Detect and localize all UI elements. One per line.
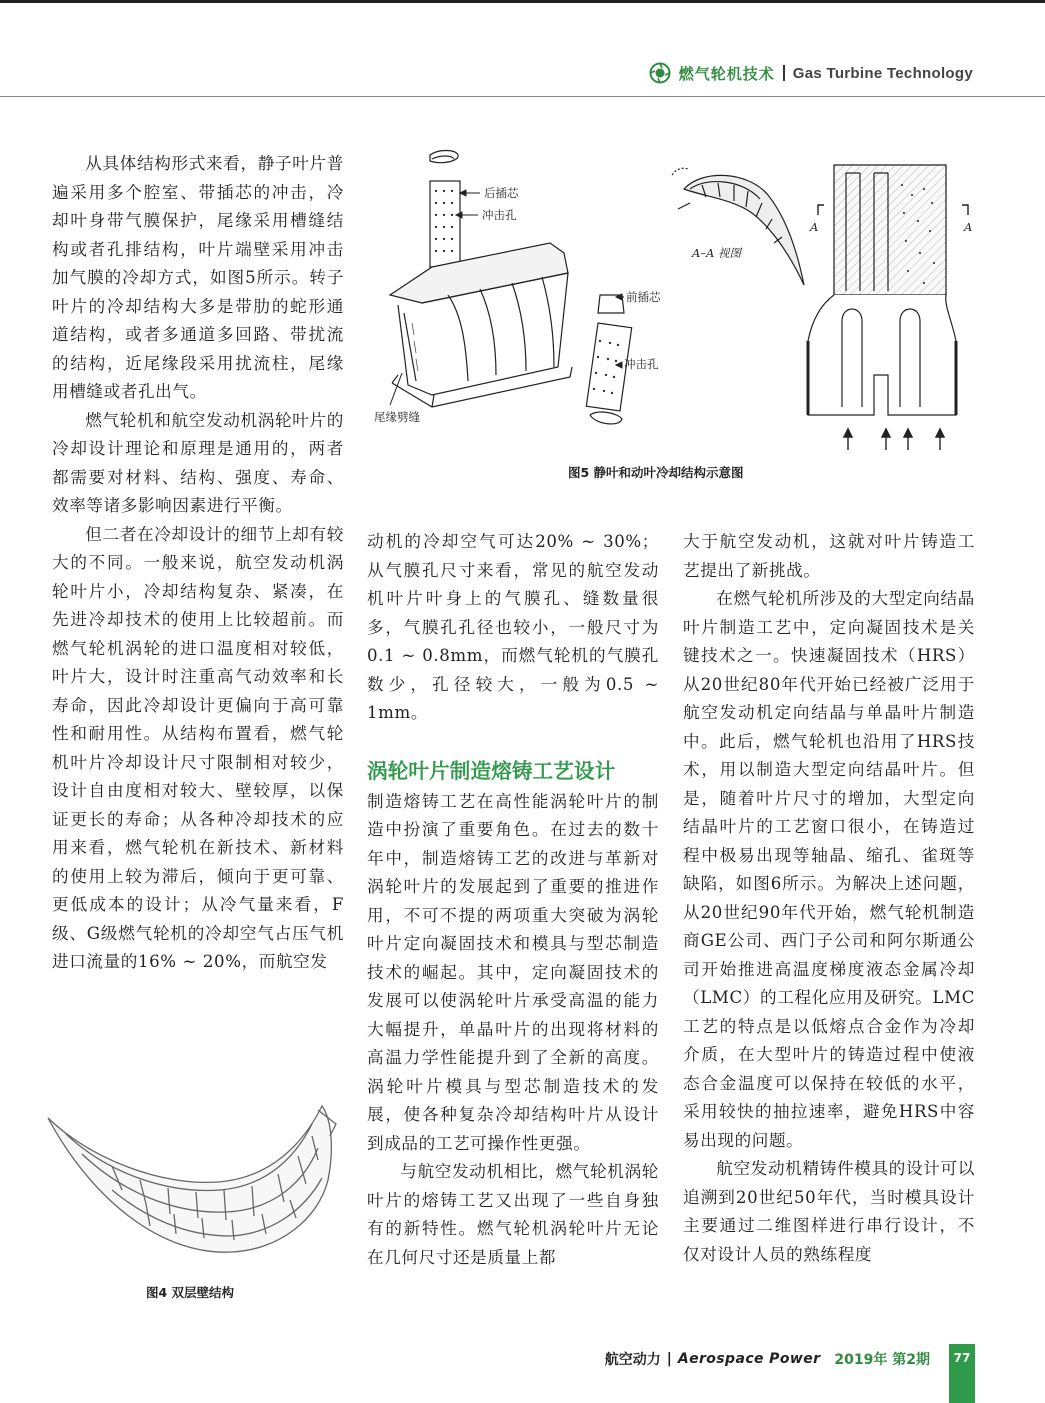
paragraph: 制造熔铸工艺在高性能涡轮叶片的制造中扮演了重要角色。在过去的数十年中，制造熔铸工艺的改进与革新对涡轮叶片的发展起到了重要的推进作用，不可不提的两项重大突破为涡轮叶片定向凝固技术和模具与型芯制造技术的崛起。其中，定向凝固技术的发展可以使涡轮叶片承受高温的能力大幅提升，单晶叶片的出现将材料的高温力学性能提升到了全新的高度。涡轮叶片模具与型芯制造技术的发展，使各种复杂冷却结构叶片从设计到成品的工艺可操作性更强。 [367,791,659,1153]
column-1 [52,150,344,977]
footer-journal-en: Aerospace Power [677,1351,821,1367]
paragraph: 但二者在冷却设计的细节上却有较大的不同。一般来说，航空发动机涡轮叶片小，冷却结构复杂、紧凑，在先进冷却技术的使用上比较超前。而燃气轮机涡轮的进口温度相对较低，叶片大，设计时注重高气动效率和长寿命，因此冷却设计更偏向于高可靠性和耐用性。从结构布置看，燃气轮机叶片冷却设计尺寸限制相对较少，设计自由度相对较大、壁较厚，以保证更长的寿命；从各种冷却技术的应用来看，燃气轮机在新技术、新材料的使用上较为滞后，倾向于更可靠、更低成本的设计；从冷气量来看，F级、G级燃气轮机的冷却空气占压气机进口流量的16% ~ 20%，而航空发 [52,524,344,971]
paragraph: 航空发动机精铸件模具的设计可以追溯到20世纪50年代，当时模具设计主要通过二维图样进行串行设计，不仅对设计人员的熟练程度 [683,1159,975,1264]
section-heading: 涡轮叶片制造熔铸工艺设计 [367,758,616,783]
running-footer [605,1349,970,1369]
label-rear-insert: 后插芯 [484,186,519,200]
footer-separator: | [666,1351,672,1367]
label-impingement-hole: 冲击孔 [482,208,517,222]
figure-4-caption: 图4 双层壁结构 [146,1285,235,1300]
label-trailing-slot: 尾缘劈缝 [374,410,420,424]
header-rule [0,96,1045,97]
journal-logo-icon [649,62,671,84]
paragraph: 动机的冷却空气可达20% ~ 30%；从气膜孔尺寸来看，常见的航空发动机叶片叶身上的气膜孔、缝数量很多，气膜孔孔径也较小，一般尺寸为0.1 ~ 0.8mm，而燃气轮机的气膜孔数少，孔径较大，一般为0.5 ~ 1mm。 [367,532,659,722]
page-number: 77 [949,1344,975,1403]
journal-title-cn: 燃气轮机技术 [678,64,775,83]
header-separator [783,65,785,81]
paragraph: 燃气轮机和航空发动机涡轮叶片的冷却设计理论和原理是通用的，两者都需要对材料、结构、强度、寿命、效率等诸多影响因素进行平衡。 [52,410,344,515]
rotor-airfoil-section [672,168,804,285]
column-3 [683,528,975,1269]
footer-issue: 2019年 第2期 [834,1352,930,1368]
column-2 [367,528,659,1272]
running-header [649,60,973,86]
paragraph: 从具体结构形式来看，静子叶片普遍采用多个腔室、带插芯的冲击，冷却叶身带气膜保护，尾缘采用槽缝结构或者孔排结构，叶片端壁采用冲击加气膜的冷却方式，如图5所示。转子叶片的冷却结构大多是带肋的蛇形通道结构，或者多通道多回路、带扰流的结构，近尾缘段采用扰流柱，尾缘用槽缝或者孔出气。 [52,154,344,401]
figure-4-diagram [42,1090,348,1260]
footer-journal-cn: 航空动力 [604,1352,661,1368]
label-front-insert: 前插芯 [626,290,661,304]
paragraph: 在燃气轮机所涉及的大型定向结晶叶片制造工艺中，定向凝固技术是关键技术之一。快速凝固技术（HRS）从20世纪80年代开始已经被广泛用于航空发动机定向结晶与单晶叶片制造中。此后，燃气轮机也沿用了HRS技术，用以制造大型定向结晶叶片。但是，随着叶片尺寸的增加，大型定向结晶叶片的工艺窗口很小，在铸造过程中极易出现等轴晶、缩孔、雀斑等缺陷，如图6所示。为解决上述问题，从20世纪90年代开始，燃气轮机制造商GE公司、西门子公司和阿尔斯通公司开始推进高温度梯度液态金属冷却（LMC）的工程化应用及研究。LMC工艺的特点是以低熔点合金作为冷却介质，在大型叶片的铸造过程中使液态合金温度可以保持在较低的水平，采用较快的抽拉速率，避免HRS中容易出现的问题。 [683,589,975,1150]
label-section-a-right: A [964,220,973,234]
paragraph: 与航空发动机相比，燃气轮机涡轮叶片的熔铸工艺又出现了一些自身独有的新特性。燃气轮机涡轮叶片无论在几何尺寸还是质量上都 [367,1162,659,1267]
figure-5-caption: 图5 静叶和动叶冷却结构示意图 [568,465,744,480]
top-border [0,0,1045,3]
stator-vane-drawing [390,151,572,408]
paragraph: 大于航空发动机，这就对叶片铸造工艺提出了新挑战。 [683,532,975,580]
label-impingement-hole: 冲击孔 [624,357,659,371]
rotor-blade-drawing [808,165,956,415]
label-section-a-left: A [810,220,819,234]
label-aa-view: A–A 视图 [692,246,742,260]
figure-5-diagram [372,145,982,460]
journal-title-en: Gas Turbine Technology [792,64,973,82]
